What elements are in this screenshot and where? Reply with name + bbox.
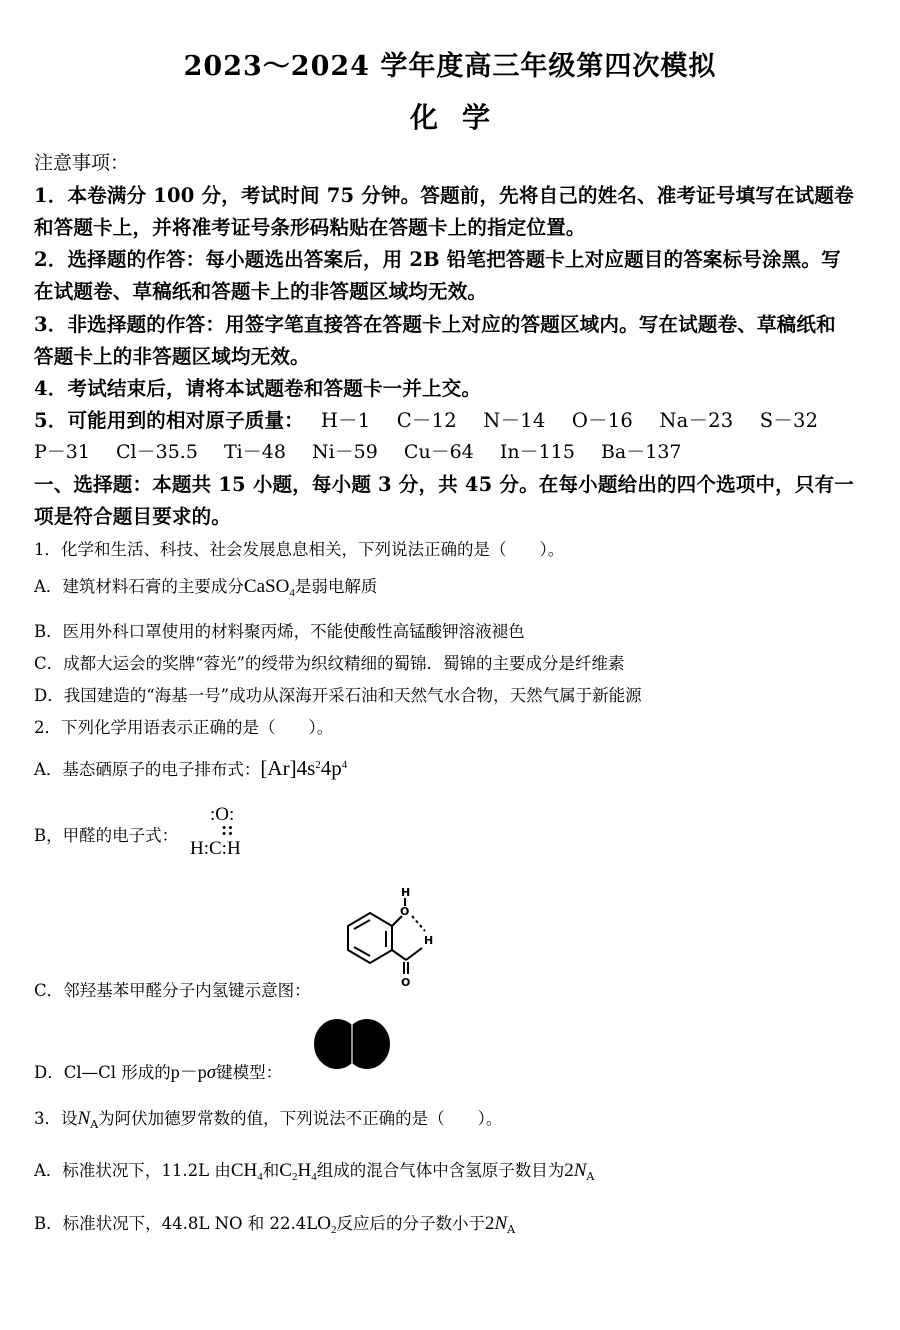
notice-item-3-line-1: 3．非选择题的作答：用签字笔直接答在答题卡上对应的答题区域内。写在试题卷、草稿纸和 <box>34 313 836 336</box>
q3-c2h4-sub1: 2 <box>291 1171 298 1183</box>
q3-stem-pre: 3．设 <box>34 1109 78 1128</box>
p-p-sigma-bond-model <box>313 1018 391 1070</box>
q1-option-b: B．医用外科口罩使用的材料聚丙烯，不能使酸性高锰酸钾溶液褪色 <box>34 622 525 641</box>
atomic-mass: O－16 <box>571 409 633 432</box>
q3-option-a-value: 2 <box>564 1160 574 1181</box>
q3-option-b-value: 2 <box>484 1213 495 1234</box>
q3-stem <box>34 1105 502 1130</box>
eformula-line-3: H:C:H <box>190 838 241 859</box>
q2-4p-sup: 4 <box>341 759 348 771</box>
atom-o: O <box>400 905 410 918</box>
notice-item-3-line-2: 答题卡上的非答题区域均无效。 <box>34 345 310 368</box>
notice-item-1-line-2: 和答题卡上，并将准考证号条形码粘贴在答题卡上的指定位置。 <box>34 216 586 239</box>
exam-title: 2023～2024 学年度高三年级第四次模拟 <box>183 51 717 82</box>
q3-option-a-pre: A．标准状况下，11.2L 由 <box>34 1161 231 1180</box>
atomic-mass: S－32 <box>759 409 819 432</box>
atomic-mass: N－14 <box>483 409 546 432</box>
notice-item-2-line-1: 2．选择题的作答：每小题选出答案后，用 2B 铅笔把答题卡上对应题目的答案标号涂黑。写 <box>34 248 841 271</box>
q3-option-b-mid: 反应后的分子数小于 <box>336 1214 485 1233</box>
q3-ch4 <box>231 1160 263 1181</box>
q3-o2-main: O <box>317 1213 331 1234</box>
atomic-masses-row-1 <box>311 405 818 433</box>
q2-option-b-label: B，甲醛的电子式： <box>34 826 179 845</box>
q3-o2 <box>317 1213 336 1234</box>
q3-ch4-main: CH <box>230 1160 258 1181</box>
notice-heading: 注意事项： <box>34 152 130 174</box>
q3-c2h4-h: H <box>297 1160 312 1181</box>
q3-c2h4-c: C <box>279 1160 292 1181</box>
q3-c2h4 <box>279 1160 316 1181</box>
q2-option-c-label: C．邻羟基苯甲醛分子内氢键示意图： <box>34 981 311 1000</box>
q2-option-a <box>34 756 347 781</box>
q2-4s: 4s <box>296 756 316 780</box>
q3-option-b-na-sub: A <box>507 1223 516 1236</box>
atomic-masses-row-2 <box>34 437 682 464</box>
q1-option-d: D．我国建造的“海基一号”成功从深海开采石油和天然气水合物，天然气属于新能源 <box>34 686 642 705</box>
q2-option-d-pre: D．Cl—Cl 形成的 <box>34 1063 171 1082</box>
exam-subject: 化学 <box>409 101 514 134</box>
q2-4s-sup: 2 <box>315 759 321 771</box>
atomic-mass: P－31 <box>34 441 90 463</box>
q2-ar-core: [Ar] <box>260 756 297 780</box>
q2-option-a-text: A．基态硒原子的电子排布式： <box>34 760 261 779</box>
q3-option-a <box>34 1157 594 1182</box>
notice-item-5-label: 5．可能用到的相对原子质量： <box>34 409 304 432</box>
q2-4p: 4p <box>320 756 342 780</box>
q2-option-d-post: 键模型： <box>216 1063 283 1082</box>
q3-c2h4-sub2: 4 <box>311 1171 317 1183</box>
section-header-line-2: 项是符合题目要求的。 <box>34 505 232 528</box>
q3-and: 和 <box>262 1161 280 1180</box>
q2-electron-config <box>260 756 347 780</box>
atomic-mass: Ba－137 <box>600 441 682 463</box>
atomic-mass: C－12 <box>396 409 457 432</box>
notice-item-5 <box>34 405 818 433</box>
atomic-mass: H－1 <box>320 409 371 432</box>
q1-option-c: C．成都大运会的奖牌“蓉光”的绶带为织纹精细的蜀锦．蜀锦的主要成分是纤维素 <box>34 654 625 673</box>
q3-option-b <box>34 1210 515 1235</box>
q3-na-sub: A <box>90 1118 99 1131</box>
atomic-mass: Cl－35.5 <box>116 441 198 463</box>
q1-stem: 1．化学和生活、科技、社会发展息息相关，下列说法正确的是（ ）。 <box>34 540 565 559</box>
eformula-line-2: :: <box>221 819 234 840</box>
section-header-line-1: 一、选择题：本题共 15 小题，每小题 3 分，共 45 分。在每小题给出的四个选项中，只有一 <box>34 473 854 496</box>
q3-option-b-pre: B．标准状况下，44.8L NO 和 22.4L <box>34 1214 318 1233</box>
q1-formula-sub: 4 <box>289 587 295 599</box>
q1-option-a-text: A．建筑材料石膏的主要成分 <box>34 577 244 596</box>
q3-ch4-sub: 4 <box>257 1171 263 1183</box>
atom-o: O <box>401 976 411 989</box>
q3-stem-post: 为阿伏加德罗常数的值，下列说法不正确的是（ ）。 <box>98 1109 503 1128</box>
notice-item-1-line-1: 1．本卷满分 100 分，考试时间 75 分钟。答题前，先将自己的姓名、准考证号填写在试题卷 <box>34 184 854 207</box>
atomic-mass: In－115 <box>499 441 575 463</box>
q2-option-d-sigma: σ <box>206 1062 217 1083</box>
q1-formula-main: CaSO <box>243 576 290 597</box>
formaldehyde-electron-formula <box>190 806 241 858</box>
q1-option-a-post: 是弱电解质 <box>294 577 378 596</box>
q1-option-a <box>34 573 377 598</box>
q2-option-d-label <box>34 1058 282 1084</box>
orbital-lobe <box>344 1019 390 1069</box>
q3-option-a-mid: 组成的混合气体中含氢原子数目为 <box>316 1161 565 1180</box>
atom-h: H <box>401 886 411 899</box>
q3-option-a-na: N <box>573 1160 587 1181</box>
q3-option-b-na: N <box>494 1213 508 1234</box>
q3-option-a-na-sub: A <box>586 1170 595 1183</box>
hydrogen-bond <box>412 916 425 931</box>
q2-option-d-pp: p－p <box>170 1062 207 1082</box>
q3-na: N <box>77 1108 91 1129</box>
atomic-mass: Na－23 <box>659 409 734 432</box>
c-h-bond <box>406 948 422 960</box>
atomic-mass: Ti－48 <box>223 441 286 463</box>
atom-h: H <box>424 934 434 947</box>
atomic-mass: Ni－59 <box>311 441 378 463</box>
atomic-mass: Cu－64 <box>403 441 474 463</box>
notice-item-4: 4．考试结束后，请将本试题卷和答题卡一并上交。 <box>34 377 482 400</box>
c-cho-bond <box>392 950 406 960</box>
notice-item-2-line-2: 在试题卷、草稿纸和答题卡上的非答题区域均无效。 <box>34 280 488 303</box>
q2-stem: 2．下列化学用语表示正确的是（ ）。 <box>34 718 334 737</box>
q1-formula <box>244 576 295 597</box>
q3-o2-sub: 2 <box>330 1224 337 1236</box>
o-hydroxybenzaldehyde-structure <box>330 886 440 994</box>
eformula-line-1: :O: <box>210 804 235 825</box>
